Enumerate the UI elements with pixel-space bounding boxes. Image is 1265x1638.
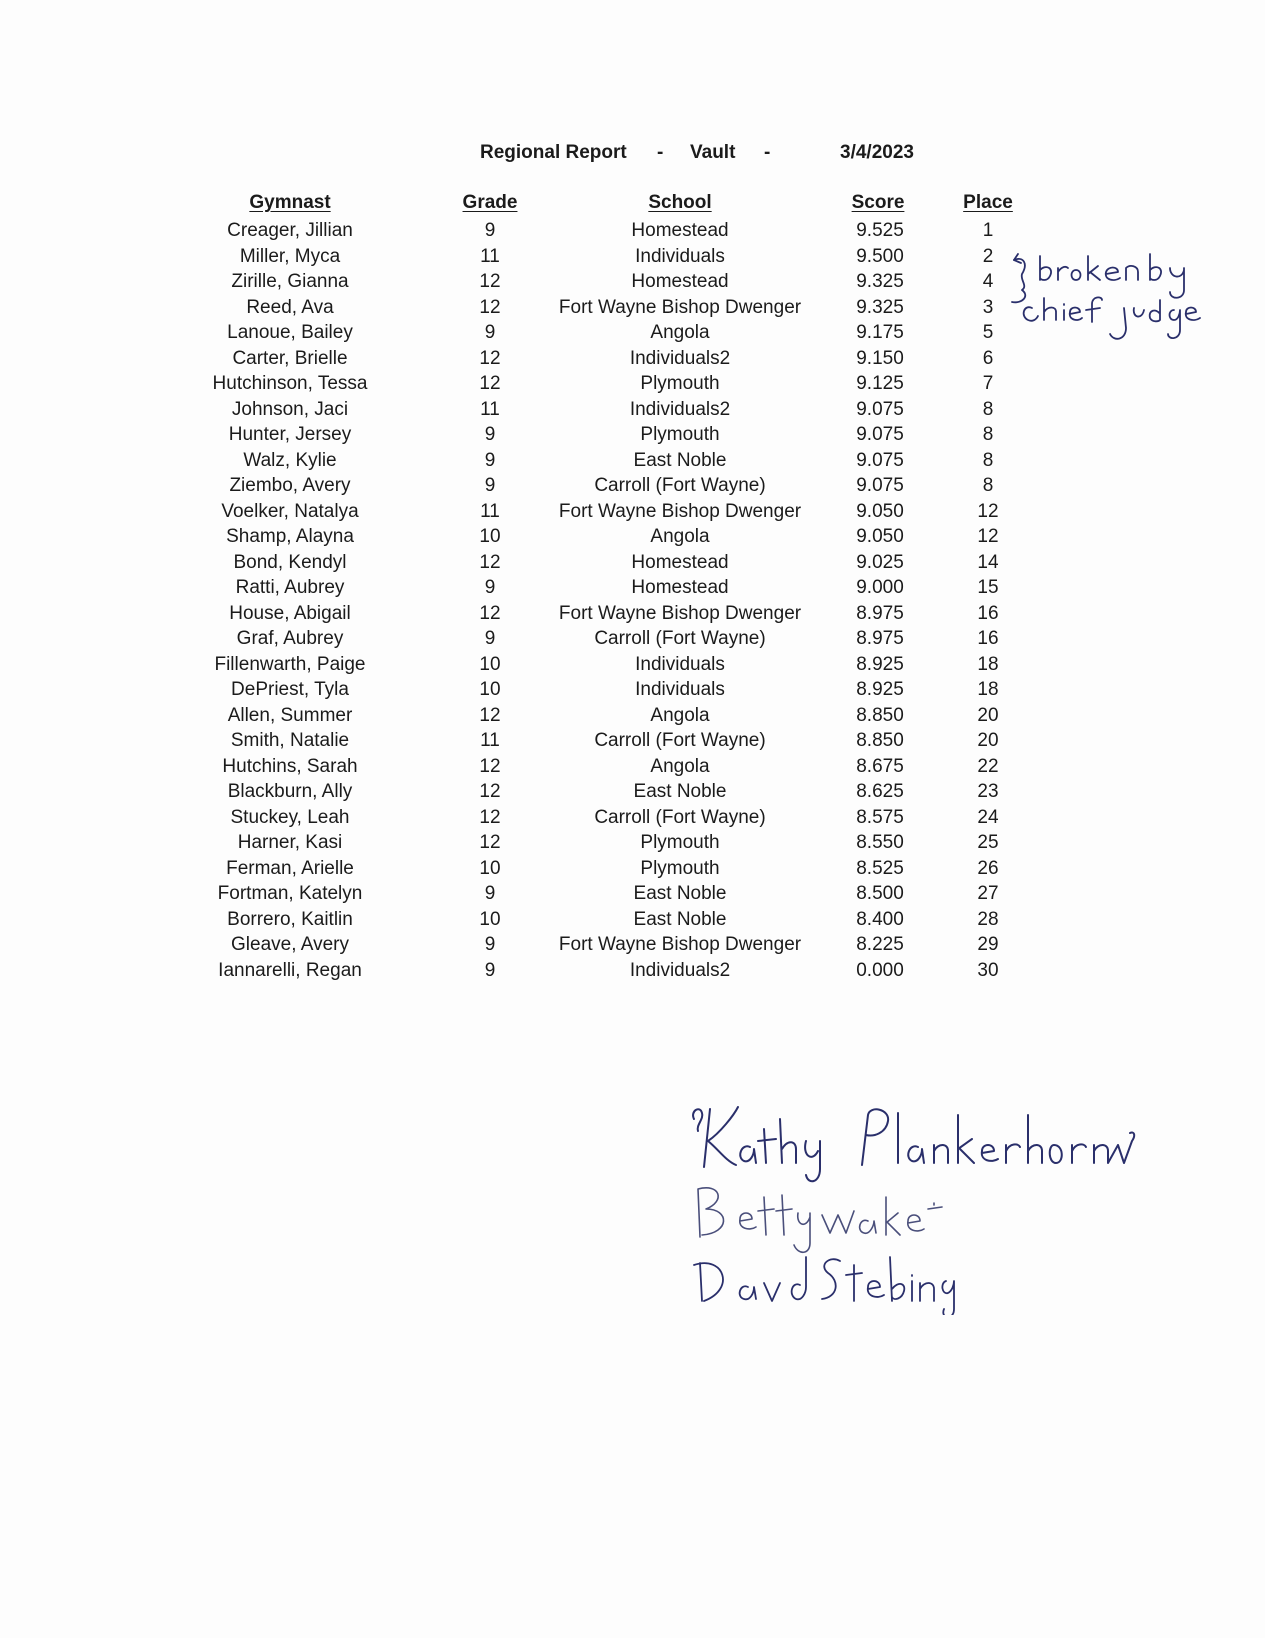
score-cell: 8.975 bbox=[856, 628, 904, 649]
table-row bbox=[0, 677, 1265, 703]
table-row bbox=[0, 830, 1265, 856]
place-cell: 20 bbox=[977, 730, 999, 751]
place-cell: 8 bbox=[982, 475, 994, 496]
place-cell: 12 bbox=[977, 500, 999, 522]
gymnast-name: Gleave, Avery bbox=[231, 934, 349, 955]
place-cell: 15 bbox=[977, 577, 999, 598]
score-cell: 9.125 bbox=[856, 373, 904, 394]
grade-cell: 12 bbox=[479, 602, 501, 624]
score-cell: 9.150 bbox=[856, 347, 904, 369]
score-cell: 9.075 bbox=[856, 475, 904, 496]
table-row bbox=[0, 856, 1265, 882]
gymnast-name: Reed, Ava bbox=[246, 296, 334, 318]
table-row bbox=[0, 499, 1265, 525]
school-name: Carroll (Fort Wayne) bbox=[594, 628, 766, 649]
grade-cell: 9 bbox=[484, 220, 496, 241]
score-cell: 0.000 bbox=[856, 959, 904, 981]
place-cell: 8 bbox=[982, 398, 994, 420]
table-row bbox=[0, 601, 1265, 627]
place-cell: 29 bbox=[977, 934, 999, 955]
school-name: Fort Wayne Bishop Dwenger bbox=[558, 500, 802, 522]
school-name: Carroll (Fort Wayne) bbox=[594, 730, 766, 751]
table-row bbox=[0, 805, 1265, 831]
score-cell: 9.050 bbox=[856, 526, 904, 547]
gymnast-name: DePriest, Tyla bbox=[231, 679, 349, 700]
place-cell: 18 bbox=[977, 653, 999, 675]
gymnast-name: Hutchinson, Tessa bbox=[212, 373, 368, 394]
school-name: Carroll (Fort Wayne) bbox=[594, 475, 766, 496]
gymnast-name: Ratti, Aubrey bbox=[235, 577, 345, 598]
gymnast-name: Graf, Aubrey bbox=[236, 628, 344, 649]
table-row bbox=[0, 448, 1265, 474]
score-cell: 8.925 bbox=[856, 679, 904, 700]
gymnast-name: Bond, Kendyl bbox=[233, 551, 347, 573]
grade-cell: 9 bbox=[484, 959, 496, 981]
table-row bbox=[0, 652, 1265, 678]
grade-cell: 12 bbox=[479, 704, 501, 726]
gymnast-name: Voelker, Natalya bbox=[221, 500, 359, 522]
place-cell: 2 bbox=[982, 245, 994, 267]
school-name: Fort Wayne Bishop Dwenger bbox=[558, 296, 802, 318]
school-name: Plymouth bbox=[640, 424, 720, 445]
gymnast-name: Ferman, Arielle bbox=[226, 857, 354, 879]
signature-david-stebing bbox=[694, 1257, 954, 1315]
place-cell: 7 bbox=[982, 373, 994, 394]
score-cell: 9.025 bbox=[856, 551, 904, 573]
handwriting-ink bbox=[1012, 254, 1200, 339]
grade-cell: 9 bbox=[484, 449, 496, 471]
gymnast-name: Iannarelli, Regan bbox=[218, 959, 362, 981]
gymnast-name: Miller, Myca bbox=[239, 245, 341, 267]
table-row bbox=[0, 524, 1265, 550]
place-cell: 6 bbox=[982, 347, 994, 369]
school-name: Plymouth bbox=[640, 832, 720, 853]
place-cell: 12 bbox=[977, 526, 999, 547]
place-cell: 4 bbox=[982, 271, 994, 292]
header-place: Place bbox=[963, 192, 1013, 213]
school-name: Homestead bbox=[631, 577, 729, 598]
signature-betty-walker bbox=[698, 1188, 942, 1252]
table-row bbox=[0, 218, 1265, 244]
gymnast-name: Allen, Summer bbox=[227, 704, 353, 726]
gymnast-name: Ziembo, Avery bbox=[229, 475, 351, 496]
grade-cell: 9 bbox=[484, 475, 496, 496]
score-cell: 8.525 bbox=[856, 857, 904, 879]
grade-cell: 9 bbox=[484, 424, 496, 445]
score-cell: 8.675 bbox=[856, 755, 904, 777]
gymnast-name: Smith, Natalie bbox=[230, 730, 350, 751]
grade-cell: 10 bbox=[479, 908, 501, 930]
place-cell: 8 bbox=[982, 449, 994, 471]
score-cell: 9.000 bbox=[856, 577, 904, 598]
score-cell: 9.050 bbox=[856, 500, 904, 522]
score-cell: 9.075 bbox=[856, 424, 904, 445]
score-cell: 9.075 bbox=[856, 449, 904, 471]
place-cell: 18 bbox=[977, 679, 999, 700]
gymnast-name: Carter, Brielle bbox=[232, 347, 348, 369]
grade-cell: 11 bbox=[480, 245, 500, 267]
score-cell: 9.500 bbox=[856, 245, 904, 267]
gymnast-name: Fortman, Katelyn bbox=[217, 883, 363, 904]
score-cell: 8.500 bbox=[856, 883, 904, 904]
place-cell: 26 bbox=[977, 857, 999, 879]
school-name: Individuals bbox=[635, 653, 725, 675]
grade-cell: 12 bbox=[479, 373, 501, 394]
header-score: Score bbox=[851, 192, 905, 213]
gymnast-name: Zirille, Gianna bbox=[231, 271, 349, 292]
place-cell: 25 bbox=[977, 832, 999, 853]
table-row bbox=[0, 907, 1265, 933]
place-cell: 23 bbox=[977, 781, 999, 802]
score-cell: 9.075 bbox=[856, 398, 904, 420]
grade-cell: 9 bbox=[484, 628, 496, 649]
grade-cell: 11 bbox=[480, 398, 500, 420]
school-name: Homestead bbox=[631, 220, 729, 241]
school-name: East Noble bbox=[633, 908, 727, 930]
school-name: Individuals2 bbox=[629, 398, 731, 420]
gymnast-name: Creager, Jillian bbox=[227, 220, 353, 241]
school-name: Homestead bbox=[631, 271, 729, 292]
school-name: Angola bbox=[650, 704, 710, 726]
report-header bbox=[480, 142, 940, 172]
grade-cell: 12 bbox=[479, 832, 501, 853]
gymnast-name: Blackburn, Ally bbox=[227, 781, 353, 802]
place-cell: 16 bbox=[977, 602, 999, 624]
school-name: Fort Wayne Bishop Dwenger bbox=[558, 602, 802, 624]
school-name: Plymouth bbox=[640, 857, 720, 879]
score-cell: 8.575 bbox=[856, 806, 904, 828]
table-row bbox=[0, 728, 1265, 754]
judge-signatures bbox=[690, 1105, 1170, 1315]
gymnast-name: Lanoue, Bailey bbox=[227, 322, 353, 343]
score-cell: 8.550 bbox=[856, 832, 904, 853]
event-name: Vault bbox=[690, 142, 736, 163]
gymnast-name: Walz, Kylie bbox=[243, 449, 337, 471]
gymnast-name: Shamp, Alayna bbox=[226, 526, 354, 547]
school-name: Angola bbox=[650, 755, 710, 777]
school-name: Fort Wayne Bishop Dwenger bbox=[558, 934, 802, 955]
place-cell: 24 bbox=[977, 806, 999, 828]
school-name: Angola bbox=[650, 322, 710, 343]
score-cell: 9.525 bbox=[856, 220, 904, 241]
report-title: Regional Report bbox=[480, 142, 627, 163]
place-cell: 16 bbox=[977, 628, 999, 649]
gymnast-name: Stuckey, Leah bbox=[230, 806, 350, 828]
gymnast-name: House, Abigail bbox=[229, 602, 351, 624]
gymnast-name: Hunter, Jersey bbox=[228, 424, 352, 445]
place-cell: 5 bbox=[982, 322, 994, 343]
school-name: Carroll (Fort Wayne) bbox=[594, 806, 766, 828]
table-row bbox=[0, 932, 1265, 958]
table-row bbox=[0, 703, 1265, 729]
header-grade: Grade bbox=[462, 192, 518, 213]
grade-cell: 12 bbox=[479, 755, 501, 777]
school-name: Plymouth bbox=[640, 373, 720, 394]
grade-cell: 10 bbox=[479, 526, 501, 547]
gymnast-name: Harner, Kasi bbox=[237, 832, 343, 853]
handwritten-annotation bbox=[1010, 250, 1210, 360]
grade-cell: 12 bbox=[479, 551, 501, 573]
grade-cell: 12 bbox=[479, 296, 501, 318]
table-row bbox=[0, 754, 1265, 780]
school-name: Angola bbox=[650, 526, 710, 547]
school-name: Individuals2 bbox=[629, 347, 731, 369]
place-cell: 22 bbox=[977, 755, 999, 777]
school-name: East Noble bbox=[633, 781, 727, 802]
school-name: Individuals bbox=[635, 679, 725, 700]
score-cell: 9.325 bbox=[856, 271, 904, 292]
gymnast-name: Fillenwarth, Paige bbox=[214, 653, 366, 675]
table-row bbox=[0, 958, 1265, 984]
grade-cell: 9 bbox=[484, 322, 496, 343]
table-row bbox=[0, 779, 1265, 805]
score-cell: 8.850 bbox=[856, 704, 904, 726]
header-separator: - bbox=[764, 142, 771, 163]
grade-cell: 11 bbox=[480, 500, 500, 522]
grade-cell: 12 bbox=[479, 271, 501, 292]
score-cell: 8.975 bbox=[856, 602, 904, 624]
grade-cell: 11 bbox=[480, 730, 500, 751]
gymnast-name: Borrero, Kaitlin bbox=[227, 908, 353, 930]
header-school: School bbox=[648, 192, 712, 213]
score-cell: 8.400 bbox=[856, 908, 904, 930]
gymnast-name: Hutchins, Sarah bbox=[222, 755, 358, 777]
place-cell: 20 bbox=[977, 704, 999, 726]
place-cell: 30 bbox=[977, 959, 999, 981]
score-cell: 9.325 bbox=[856, 296, 904, 318]
school-name: Homestead bbox=[631, 551, 729, 573]
table-row bbox=[0, 371, 1265, 397]
table-row bbox=[0, 422, 1265, 448]
grade-cell: 10 bbox=[479, 857, 501, 879]
place-cell: 28 bbox=[977, 908, 999, 930]
score-cell: 9.175 bbox=[856, 322, 904, 343]
grade-cell: 9 bbox=[484, 883, 496, 904]
score-cell: 8.225 bbox=[856, 934, 904, 955]
grade-cell: 9 bbox=[484, 577, 496, 598]
school-name: Individuals bbox=[635, 245, 725, 267]
grade-cell: 12 bbox=[479, 781, 501, 802]
grade-cell: 10 bbox=[479, 679, 501, 700]
grade-cell: 9 bbox=[484, 934, 496, 955]
table-row bbox=[0, 881, 1265, 907]
table-row bbox=[0, 550, 1265, 576]
place-cell: 1 bbox=[982, 220, 994, 241]
column-headers bbox=[0, 192, 1265, 220]
grade-cell: 12 bbox=[479, 806, 501, 828]
score-cell: 8.850 bbox=[856, 730, 904, 751]
header-gymnast: Gymnast bbox=[249, 192, 331, 213]
school-name: East Noble bbox=[633, 883, 727, 904]
score-cell: 8.625 bbox=[856, 781, 904, 802]
table-row bbox=[0, 626, 1265, 652]
score-cell: 8.925 bbox=[856, 653, 904, 675]
table-row bbox=[0, 473, 1265, 499]
grade-cell: 12 bbox=[479, 347, 501, 369]
table-row bbox=[0, 575, 1265, 601]
grade-cell: 10 bbox=[479, 653, 501, 675]
gymnast-name: Johnson, Jaci bbox=[231, 398, 349, 420]
report-date: 3/4/2023 bbox=[840, 142, 914, 163]
place-cell: 8 bbox=[982, 424, 994, 445]
school-name: Individuals2 bbox=[629, 959, 731, 981]
school-name: East Noble bbox=[633, 449, 727, 471]
table-row bbox=[0, 397, 1265, 423]
signature-kathy-plankenhorn bbox=[693, 1107, 1134, 1181]
place-cell: 14 bbox=[977, 551, 999, 573]
header-separator: - bbox=[657, 142, 664, 163]
place-cell: 3 bbox=[982, 296, 994, 318]
place-cell: 27 bbox=[977, 883, 999, 904]
